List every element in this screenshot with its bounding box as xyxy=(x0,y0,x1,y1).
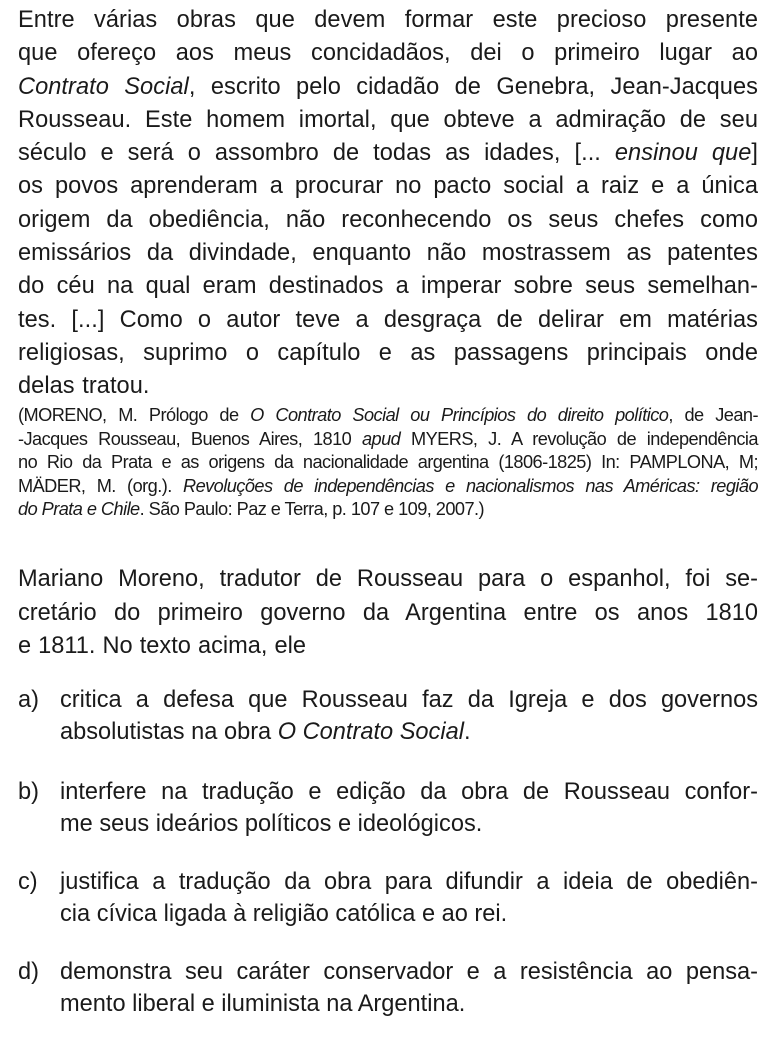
quote-line: Rousseau. Este homem imortal, que obteve a admiração de seu xyxy=(18,106,758,133)
option-line: absolutistas na obra O Contrato Social. xyxy=(60,719,471,745)
option-c[interactable] xyxy=(18,866,758,930)
quote-line: Contrato Social, escrito pelo cidadão de Genebra, Jean-Jacques xyxy=(18,73,758,100)
quote-line: emissários da divindade, enquanto não mostrassem as patentes xyxy=(18,240,758,267)
option-letter: c) xyxy=(18,869,38,895)
stem-line: cretário do primeiro governo da Argentina entre os anos 1810 xyxy=(18,599,758,626)
option-letter: b) xyxy=(18,779,39,805)
option-text xyxy=(60,956,758,1020)
quote-line: que ofereço aos meus concidadãos, dei o primeiro lugar ao xyxy=(18,40,758,67)
option-line: me seus ideários políticos e ideológicos. xyxy=(60,811,483,837)
option-letter: d) xyxy=(18,959,39,985)
option-b[interactable] xyxy=(18,776,758,840)
option-line: cia cívica ligada à religião católica e ao rei. xyxy=(60,901,508,927)
citation-line: no Rio da Prata e as origens da nacionalidade argentina (1806-1825) In: PAMPLONA, M; xyxy=(18,452,758,472)
quote-line: do céu na qual eram destinados a imperar sobre seus semelhan- xyxy=(18,273,758,300)
option-line: critica a defesa que Rousseau faz da Igreja e dos governos xyxy=(60,687,758,713)
option-line: mento liberal e iluminista na Argentina. xyxy=(60,991,466,1017)
quote-line: Entre várias obras que devem formar este precioso presente xyxy=(18,7,758,33)
option-line: justifica a tradução da obra para difundir a ideia de obediên- xyxy=(60,869,758,895)
question-stem xyxy=(18,563,758,664)
quote-line: origem da obediência, não reconhecendo os seus chefes como xyxy=(18,206,758,233)
option-a[interactable] xyxy=(18,684,758,748)
citation-line: -Jacques Rousseau, Buenos Aires, 1810 apud MYERS, J. A revolução de independência xyxy=(18,428,758,449)
option-line: demonstra seu caráter conservador e a resistência ao pensa- xyxy=(60,959,758,985)
citation-line: (MORENO, M. Prólogo de O Contrato Social ou Princípios do direito político, de Jean- xyxy=(18,405,758,425)
option-letter: a) xyxy=(18,687,39,713)
quoted-text xyxy=(18,4,758,404)
option-text xyxy=(60,776,758,840)
option-text xyxy=(60,866,758,930)
stem-line: e 1811. No texto acima, ele xyxy=(18,633,306,659)
quote-line: século e será o assombro de todas as idades, [... ensinou que] xyxy=(18,140,758,167)
quote-line: religiosas, suprimo o capítulo e as passagens principais onde xyxy=(18,339,758,366)
quote-line: tes. [...] Como o autor teve a desgraça de delirar em matérias xyxy=(18,306,758,333)
option-line: interfere na tradução e edição da obra de Rousseau confor- xyxy=(60,779,758,805)
option-text xyxy=(60,684,758,748)
citation-line: do Prata e Chile. São Paulo: Paz e Terra, p. 107 e 109, 2007.) xyxy=(18,499,485,519)
quote-line: delas tratou. xyxy=(18,373,150,400)
citation xyxy=(18,404,758,522)
stem-line: Mariano Moreno, tradutor de Rousseau para o espanhol, foi se- xyxy=(18,566,758,592)
citation-line: MÄDER, M. (org.). Revoluções de independências e nacionalismos nas Américas: região xyxy=(18,475,759,496)
quote-line: os povos aprenderam a procurar no pacto social a raiz e a única xyxy=(18,173,758,200)
option-d[interactable] xyxy=(18,956,758,1020)
